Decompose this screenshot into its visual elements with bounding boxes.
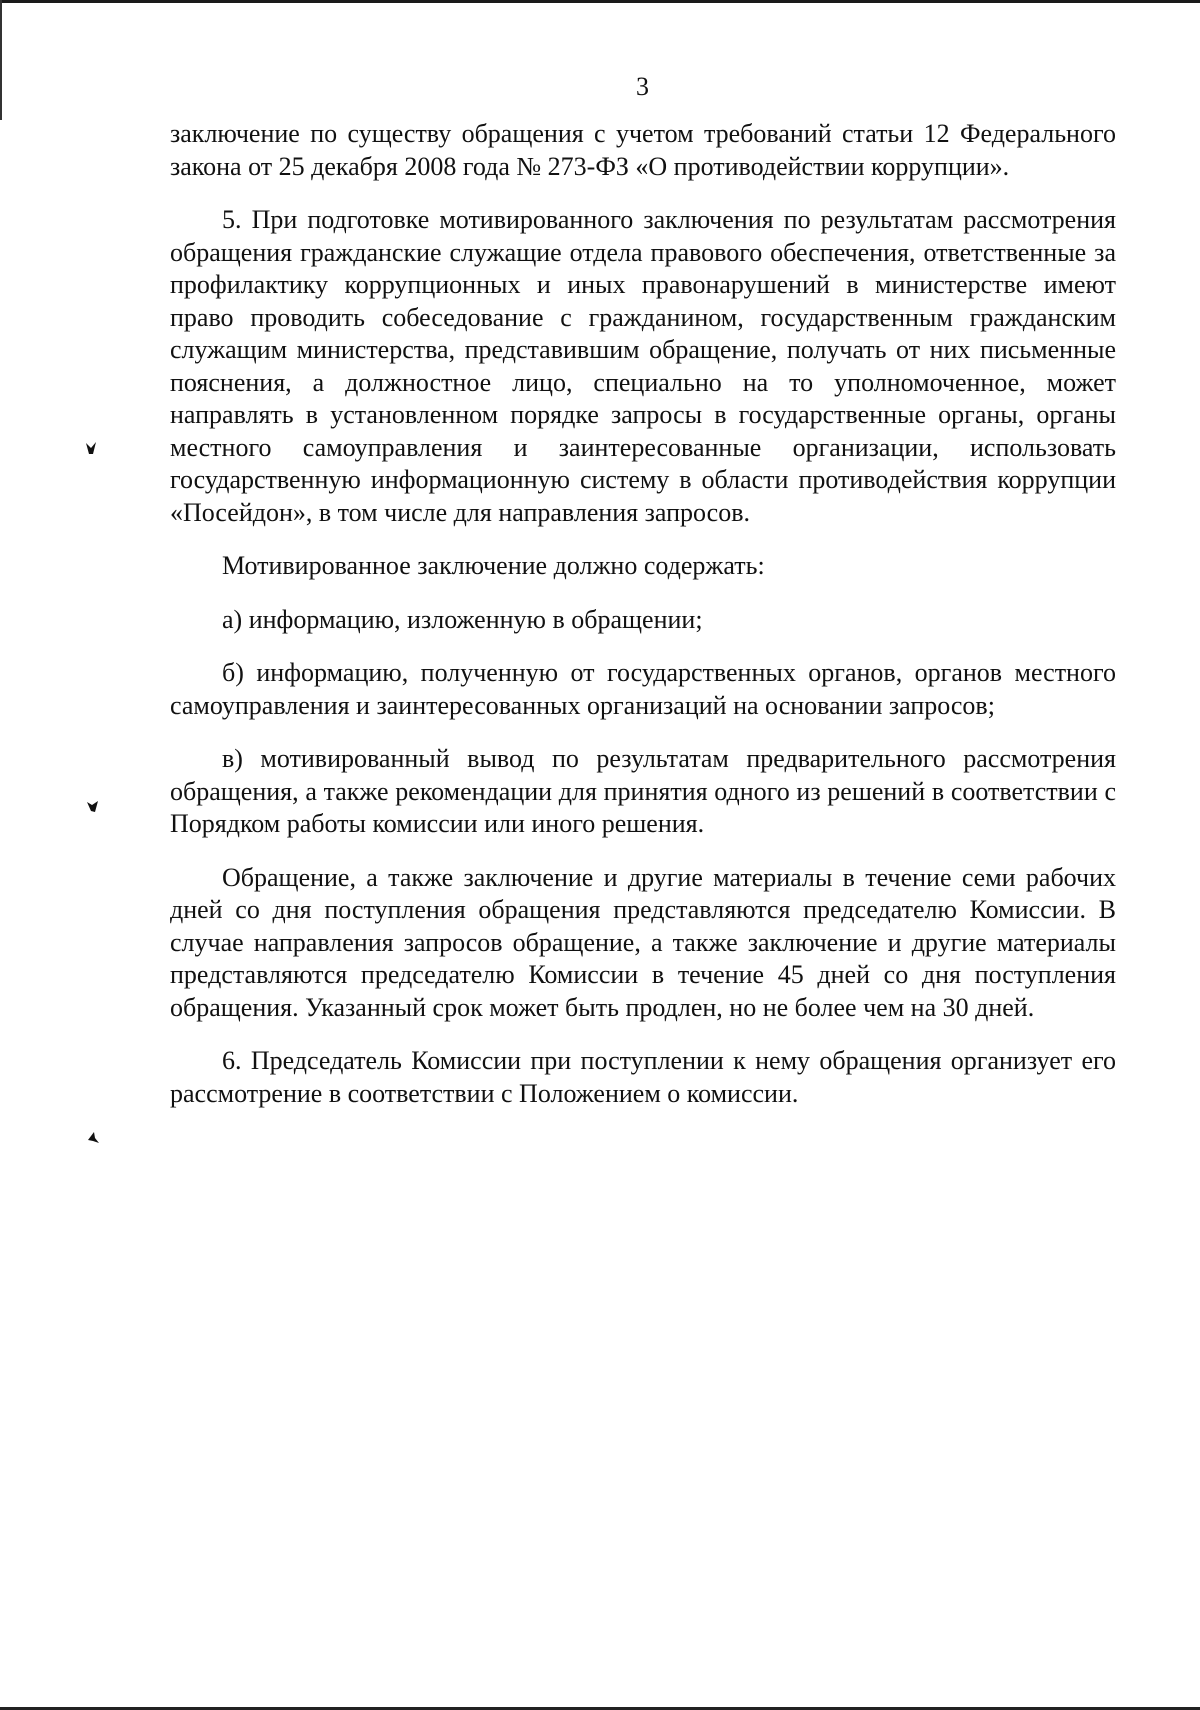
paragraph-deadlines: Обращение, а также заключение и другие материалы в течение семи рабочих дней со дня поступления обращения представляются председателю Комиссии. В случае направления запросов обращение, а также заключение и другие материалы представляются председателю Комиссии в течение 45 дней со дня поступления обращения. Указанный срок может быть продлен, но не более чем на 30 дней.	[170, 862, 1116, 1022]
paragraph-conclusion-contents: Мотивированное заключение должно содержать:	[222, 551, 765, 580]
paragraph-continuation: заключение по существу обращения с учетом требований статьи 12 Федерального закона от 25 декабря 2008 года № 273-ФЗ «О противодействии коррупции».	[170, 119, 1116, 181]
scan-edge-top	[0, 0, 1200, 3]
page-number: 3	[636, 72, 649, 101]
paragraph-item-6: 6. Председатель Комиссии при поступлении к нему обращения организует его рассмотрение в соответствии с Положением о комиссии.	[170, 1046, 1116, 1108]
paragraph-subitem-b: б) информацию, полученную от государственных органов, органов местного самоуправления и заинтересованных организаций на основании запросов;	[170, 658, 1116, 720]
paragraph-item-5: 5. При подготовке мотивированного заключения по результатам рассмотрения обращения гражданские служащие отдела правового обеспечения, ответственные за профилактику коррупционных и иных правонарушений в министерстве имеют право проводить собеседование с гражданином, государственным гражданским служащим министерства, представившим обращение, получать от них письменные пояснения, а должностное лицо, специально на то уполномоченное, может направлять в установленном порядке запросы в государственные органы, органы местного самоуправления и заинтересованные организации, использовать государственную информационную систему в области противодействия коррупции «Посейдон», в том числе для направления запросов.	[170, 205, 1116, 527]
punch-mark-icon	[86, 798, 100, 814]
scan-edge-left	[0, 0, 2, 120]
punch-mark-icon	[84, 440, 98, 456]
paragraph-subitem-v: в) мотивированный вывод по результатам предварительного рассмотрения обращения, а также рекомендации для принятия одного из решений в соответствии с Порядком работы комиссии или иного решения.	[170, 744, 1116, 838]
paragraph-subitem-a: а) информацию, изложенную в обращении;	[222, 604, 703, 634]
document-body	[170, 118, 1116, 1110]
punch-mark-icon	[86, 1130, 100, 1146]
